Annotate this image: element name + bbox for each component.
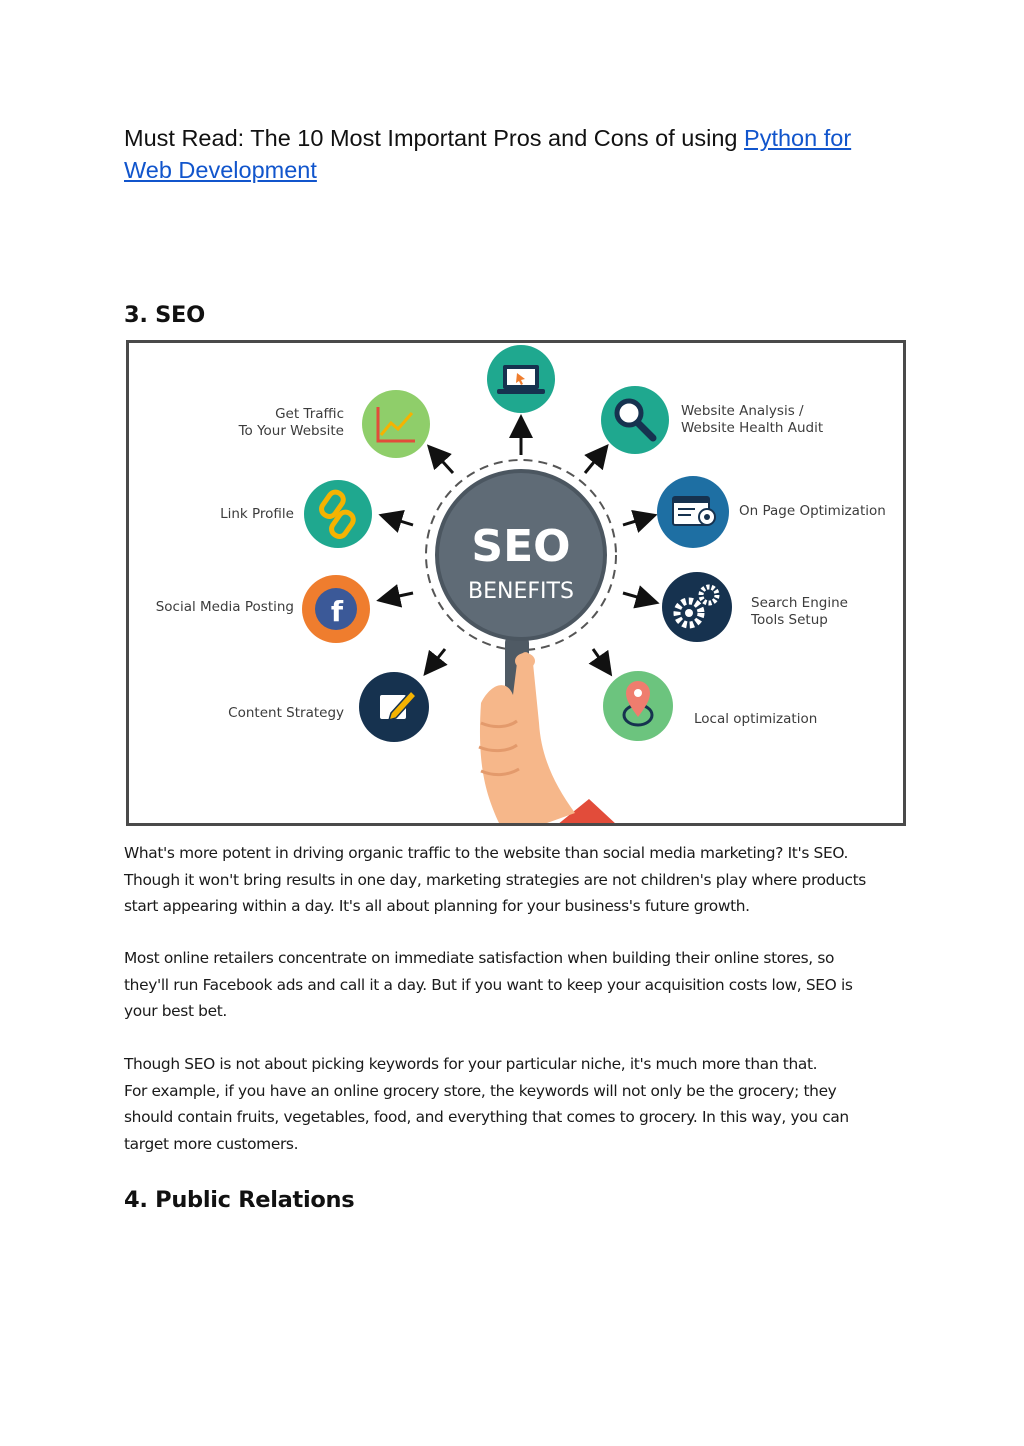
- gears-icon: [662, 572, 732, 642]
- section-heading-public-relations: 4. Public Relations: [124, 1187, 355, 1213]
- section-heading-seo: 3. SEO: [124, 302, 205, 328]
- label-website-analysis-2: Website Health Audit: [681, 420, 824, 436]
- paragraph-line: For example, if you have an online grocery store, the keywords will not only be the grocery; they: [124, 1081, 837, 1100]
- paragraph-seo-intro: [124, 840, 914, 920]
- paragraph-line: start appearing within a day. It's all about planning for your business's future growth.: [124, 897, 750, 915]
- web-page-optimization-icon: [657, 476, 729, 548]
- label-search-engine-2: Tools Setup: [751, 612, 828, 628]
- label-local-optimization: Local optimization: [694, 711, 818, 727]
- seo-benefits-infographic: [126, 340, 906, 826]
- hand-holding-magnifier: [479, 633, 617, 823]
- center-subtitle: BENEFITS: [468, 579, 574, 604]
- paragraph-line: What's more potent in driving organic traffic to the website than social media marketing? It's SEO.: [124, 844, 849, 862]
- chain-link-icon: [304, 480, 372, 548]
- center-title: SEO: [471, 521, 571, 572]
- paragraph-retailers: [124, 945, 914, 1025]
- label-social-media-posting: Social Media Posting: [155, 599, 294, 615]
- facebook-icon: [302, 575, 370, 643]
- label-content-strategy: Content Strategy: [228, 705, 344, 721]
- python-web-development-link[interactable]: Python for Web Development: [124, 125, 852, 183]
- label-get-traffic-1: Get Traffic: [275, 406, 344, 422]
- paragraph-line: Though it won't bring results in one day, marketing strategies are not children's play where products: [124, 870, 866, 889]
- paragraph-line: Though SEO is not about picking keywords for your particular niche, it's much more than that.: [124, 1055, 818, 1073]
- label-link-profile: Link Profile: [220, 506, 294, 522]
- laptop-icon: [487, 345, 555, 413]
- label-search-engine-1: Search Engine: [751, 595, 848, 611]
- paragraph-line: they'll run Facebook ads and call it a day. But if you want to keep your acquisition costs low, SEO is: [124, 975, 853, 994]
- label-on-page-optimization: On Page Optimization: [739, 503, 886, 519]
- magnifier-search-icon: [601, 386, 669, 454]
- paragraph-line: target more customers.: [124, 1134, 299, 1153]
- paragraph-line: your best bet.: [124, 1002, 227, 1020]
- traffic-chart-icon: [362, 390, 430, 458]
- paragraph-line: Most online retailers concentrate on immediate satisfaction when building their online stores, so: [124, 949, 835, 967]
- label-get-traffic-2: To Your Website: [238, 423, 344, 439]
- svg-text:f: f: [330, 595, 344, 628]
- must-read-note: [124, 122, 904, 186]
- must-read-text: Must Read: The 10 Most Important Pros and Cons of using: [124, 125, 745, 151]
- edit-document-icon: [359, 672, 429, 742]
- label-website-analysis-1: Website Analysis /: [681, 403, 804, 419]
- paragraph-line: should contain fruits, vegetables, food, and everything that comes to grocery. In this way, you can: [124, 1108, 849, 1126]
- seo-benefits-graphic: [129, 343, 903, 823]
- paragraph-keywords: [124, 1051, 914, 1157]
- location-pin-icon: [603, 671, 673, 741]
